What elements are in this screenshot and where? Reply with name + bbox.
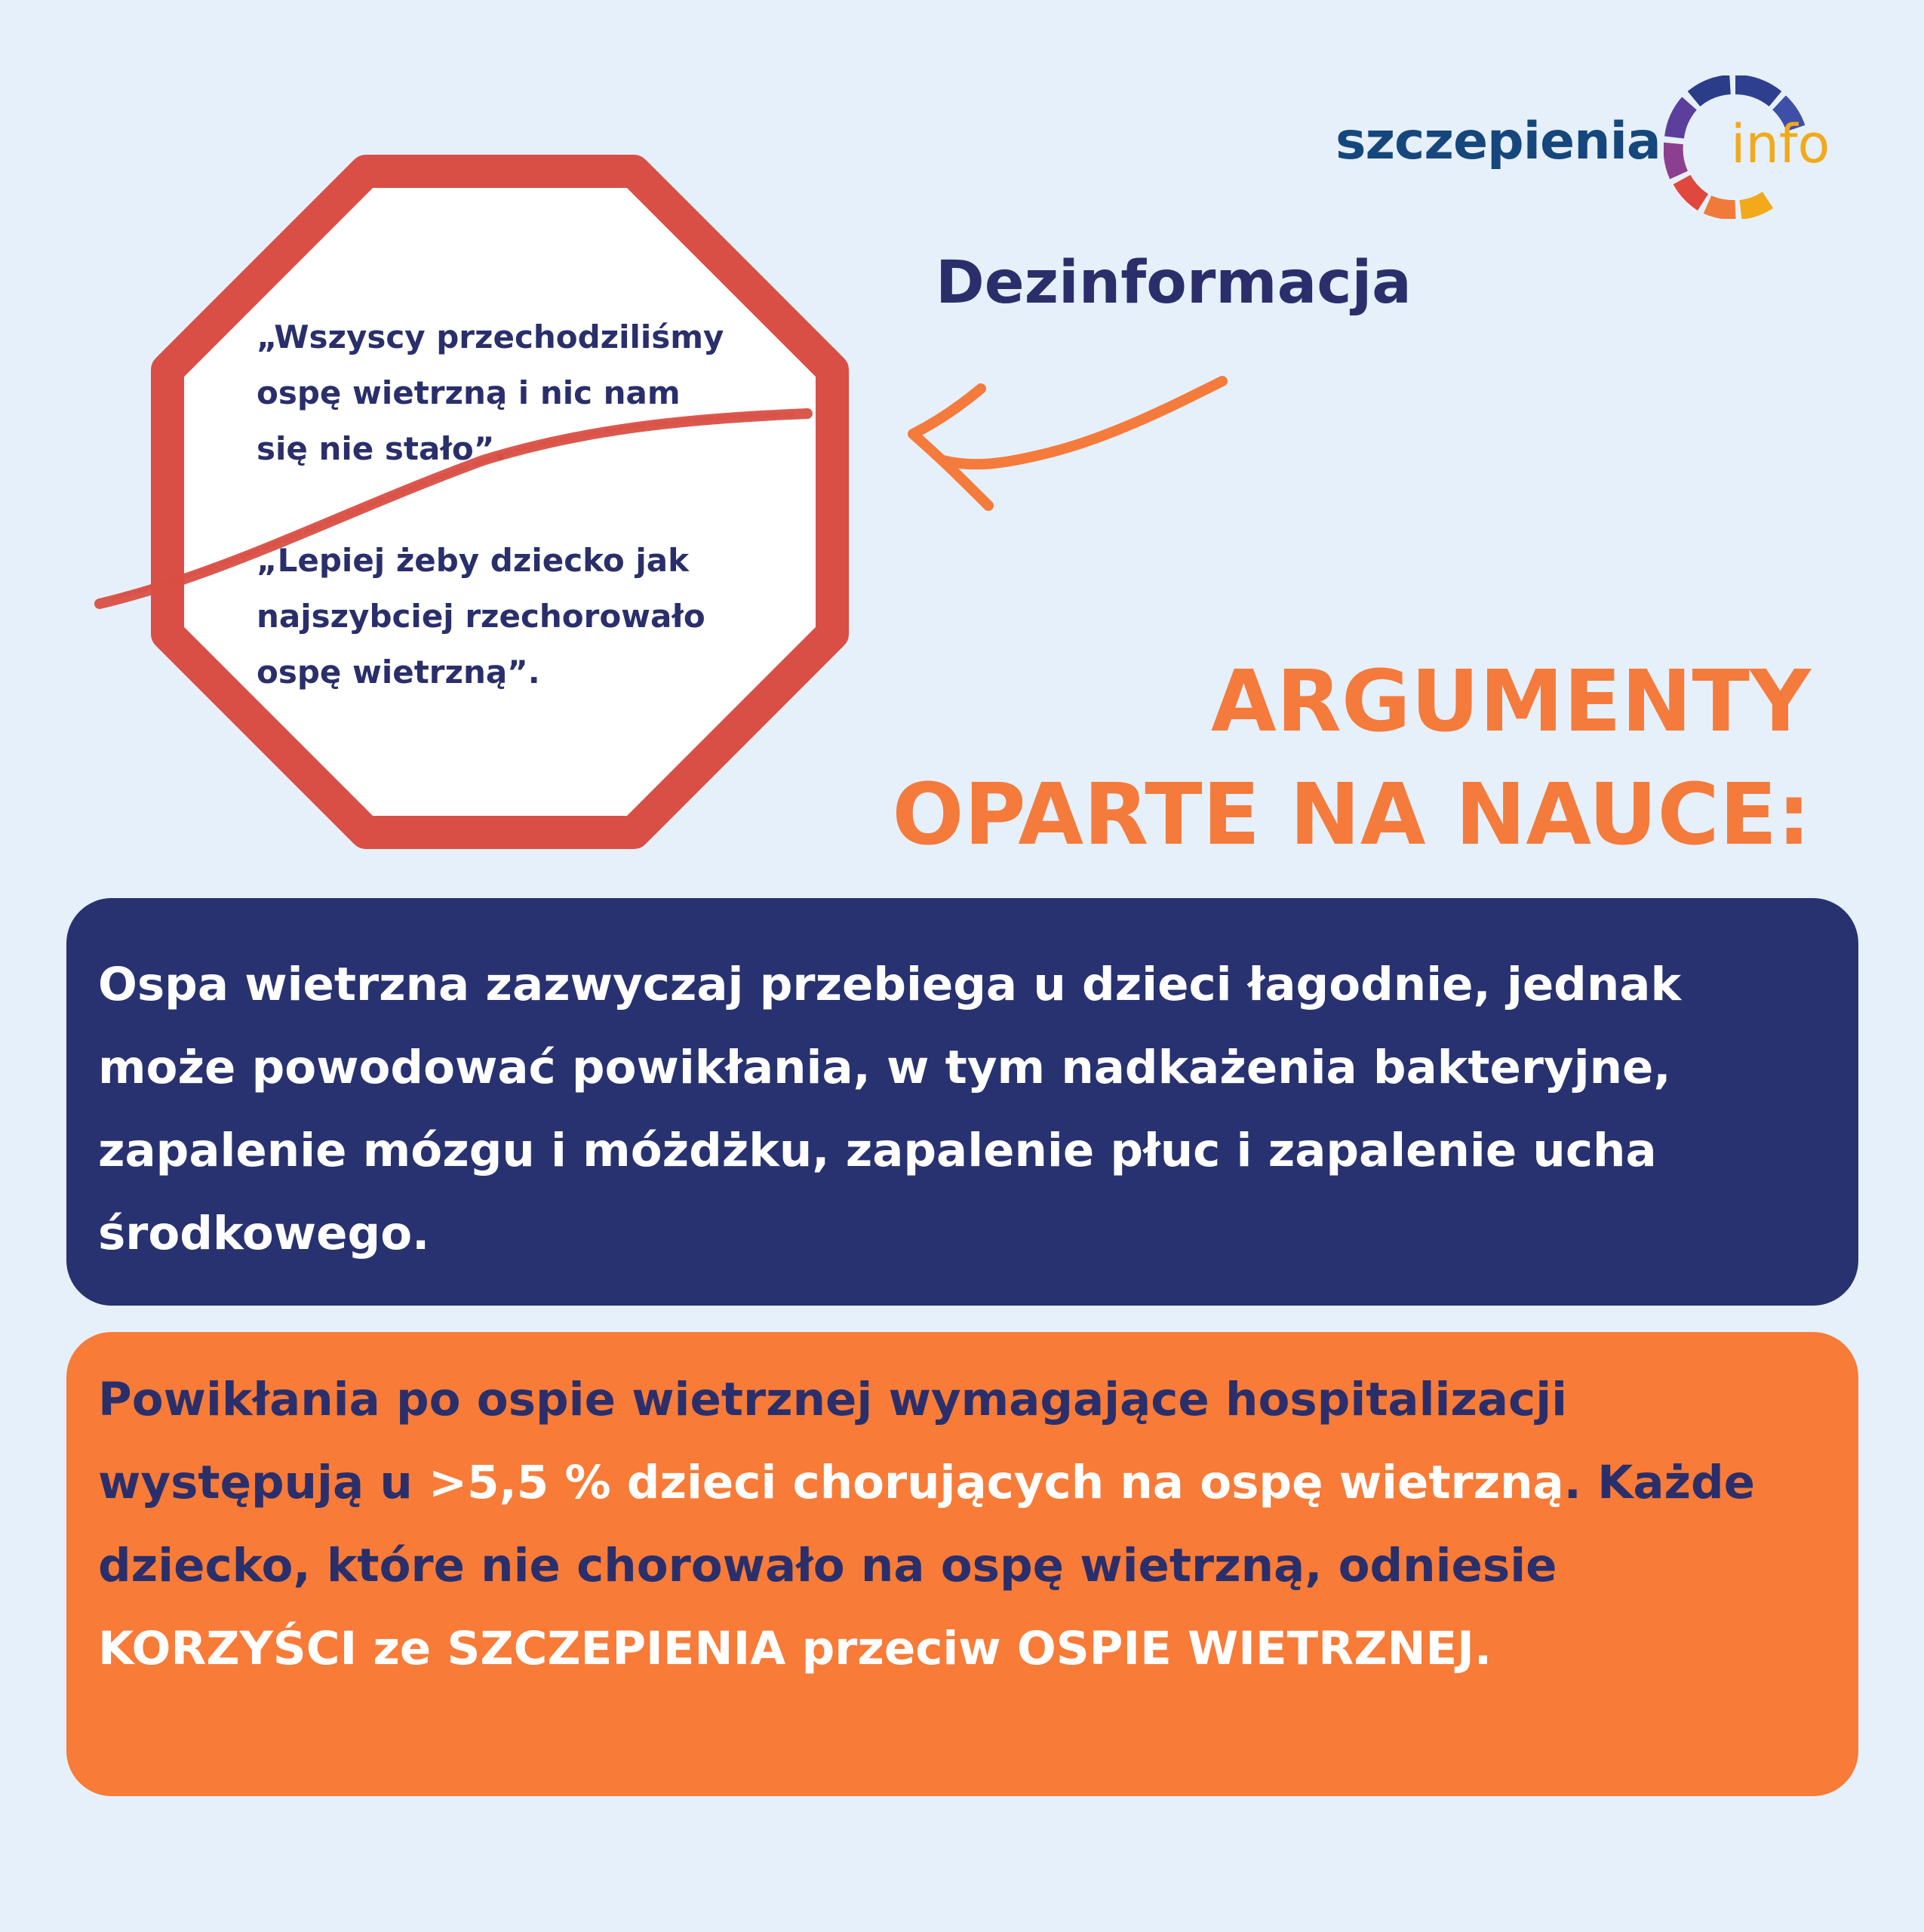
heading-line-2: OPARTE NA NAUCE: <box>892 766 1811 864</box>
quote-2-line-2: najszybciej rzechorowało <box>257 598 705 635</box>
fact-text-complications: Ospa wietrzna zazwyczaj przebiega u dzieci łagodnie, jednak może powodować powikłania, w tym nadkażenia bakteryjne, zapalenie mózgu i móżdżku, zapalenie płuc i zapalenie ucha środkowego. <box>98 958 1682 1260</box>
fact-panel-hospitalization <box>66 1332 1858 1796</box>
fact-text-part-3: . Każde dziecko, które nie chorowało na ospę wietrzną, odniesie <box>98 1456 1756 1592</box>
quote-1-line-1: „Wszyscy przechodziliśmy <box>257 318 724 355</box>
quote-2-line-3: ospę wietrzną”. <box>257 654 540 691</box>
szczepienia-info-logo <box>1335 75 1833 219</box>
arrow-left-icon <box>898 362 1245 528</box>
logo-text-info: info <box>1731 113 1830 175</box>
heading-line-1: ARGUMENTY <box>1211 653 1811 751</box>
quote-1-line-3: się nie stało”. <box>257 430 507 467</box>
fact-text-part-1: Powikłania po ospie wietrznej wymagające hospitalizacji występują u <box>98 1373 1568 1509</box>
disinformation-label: Dezinformacja <box>936 249 1412 317</box>
strikethrough-scribble <box>91 400 830 626</box>
logo-text-main: szczepienia <box>1335 112 1661 171</box>
fact-panel-complications <box>66 898 1858 1306</box>
fact-text-statistic: >5,5 % dzieci chorujących na ospę wietrzną <box>429 1456 1564 1509</box>
science-arguments-heading <box>679 645 1811 872</box>
quote-1-line-2: ospę wietrzną i nic nam <box>257 374 681 411</box>
quote-2-line-1: „Lepiej żeby dziecko jak <box>257 542 690 579</box>
fact-text-vaccination-benefit: KORZYŚCI ze SZCZEPIENIA przeciw OSPIE WIETRZNEJ. <box>98 1622 1492 1675</box>
